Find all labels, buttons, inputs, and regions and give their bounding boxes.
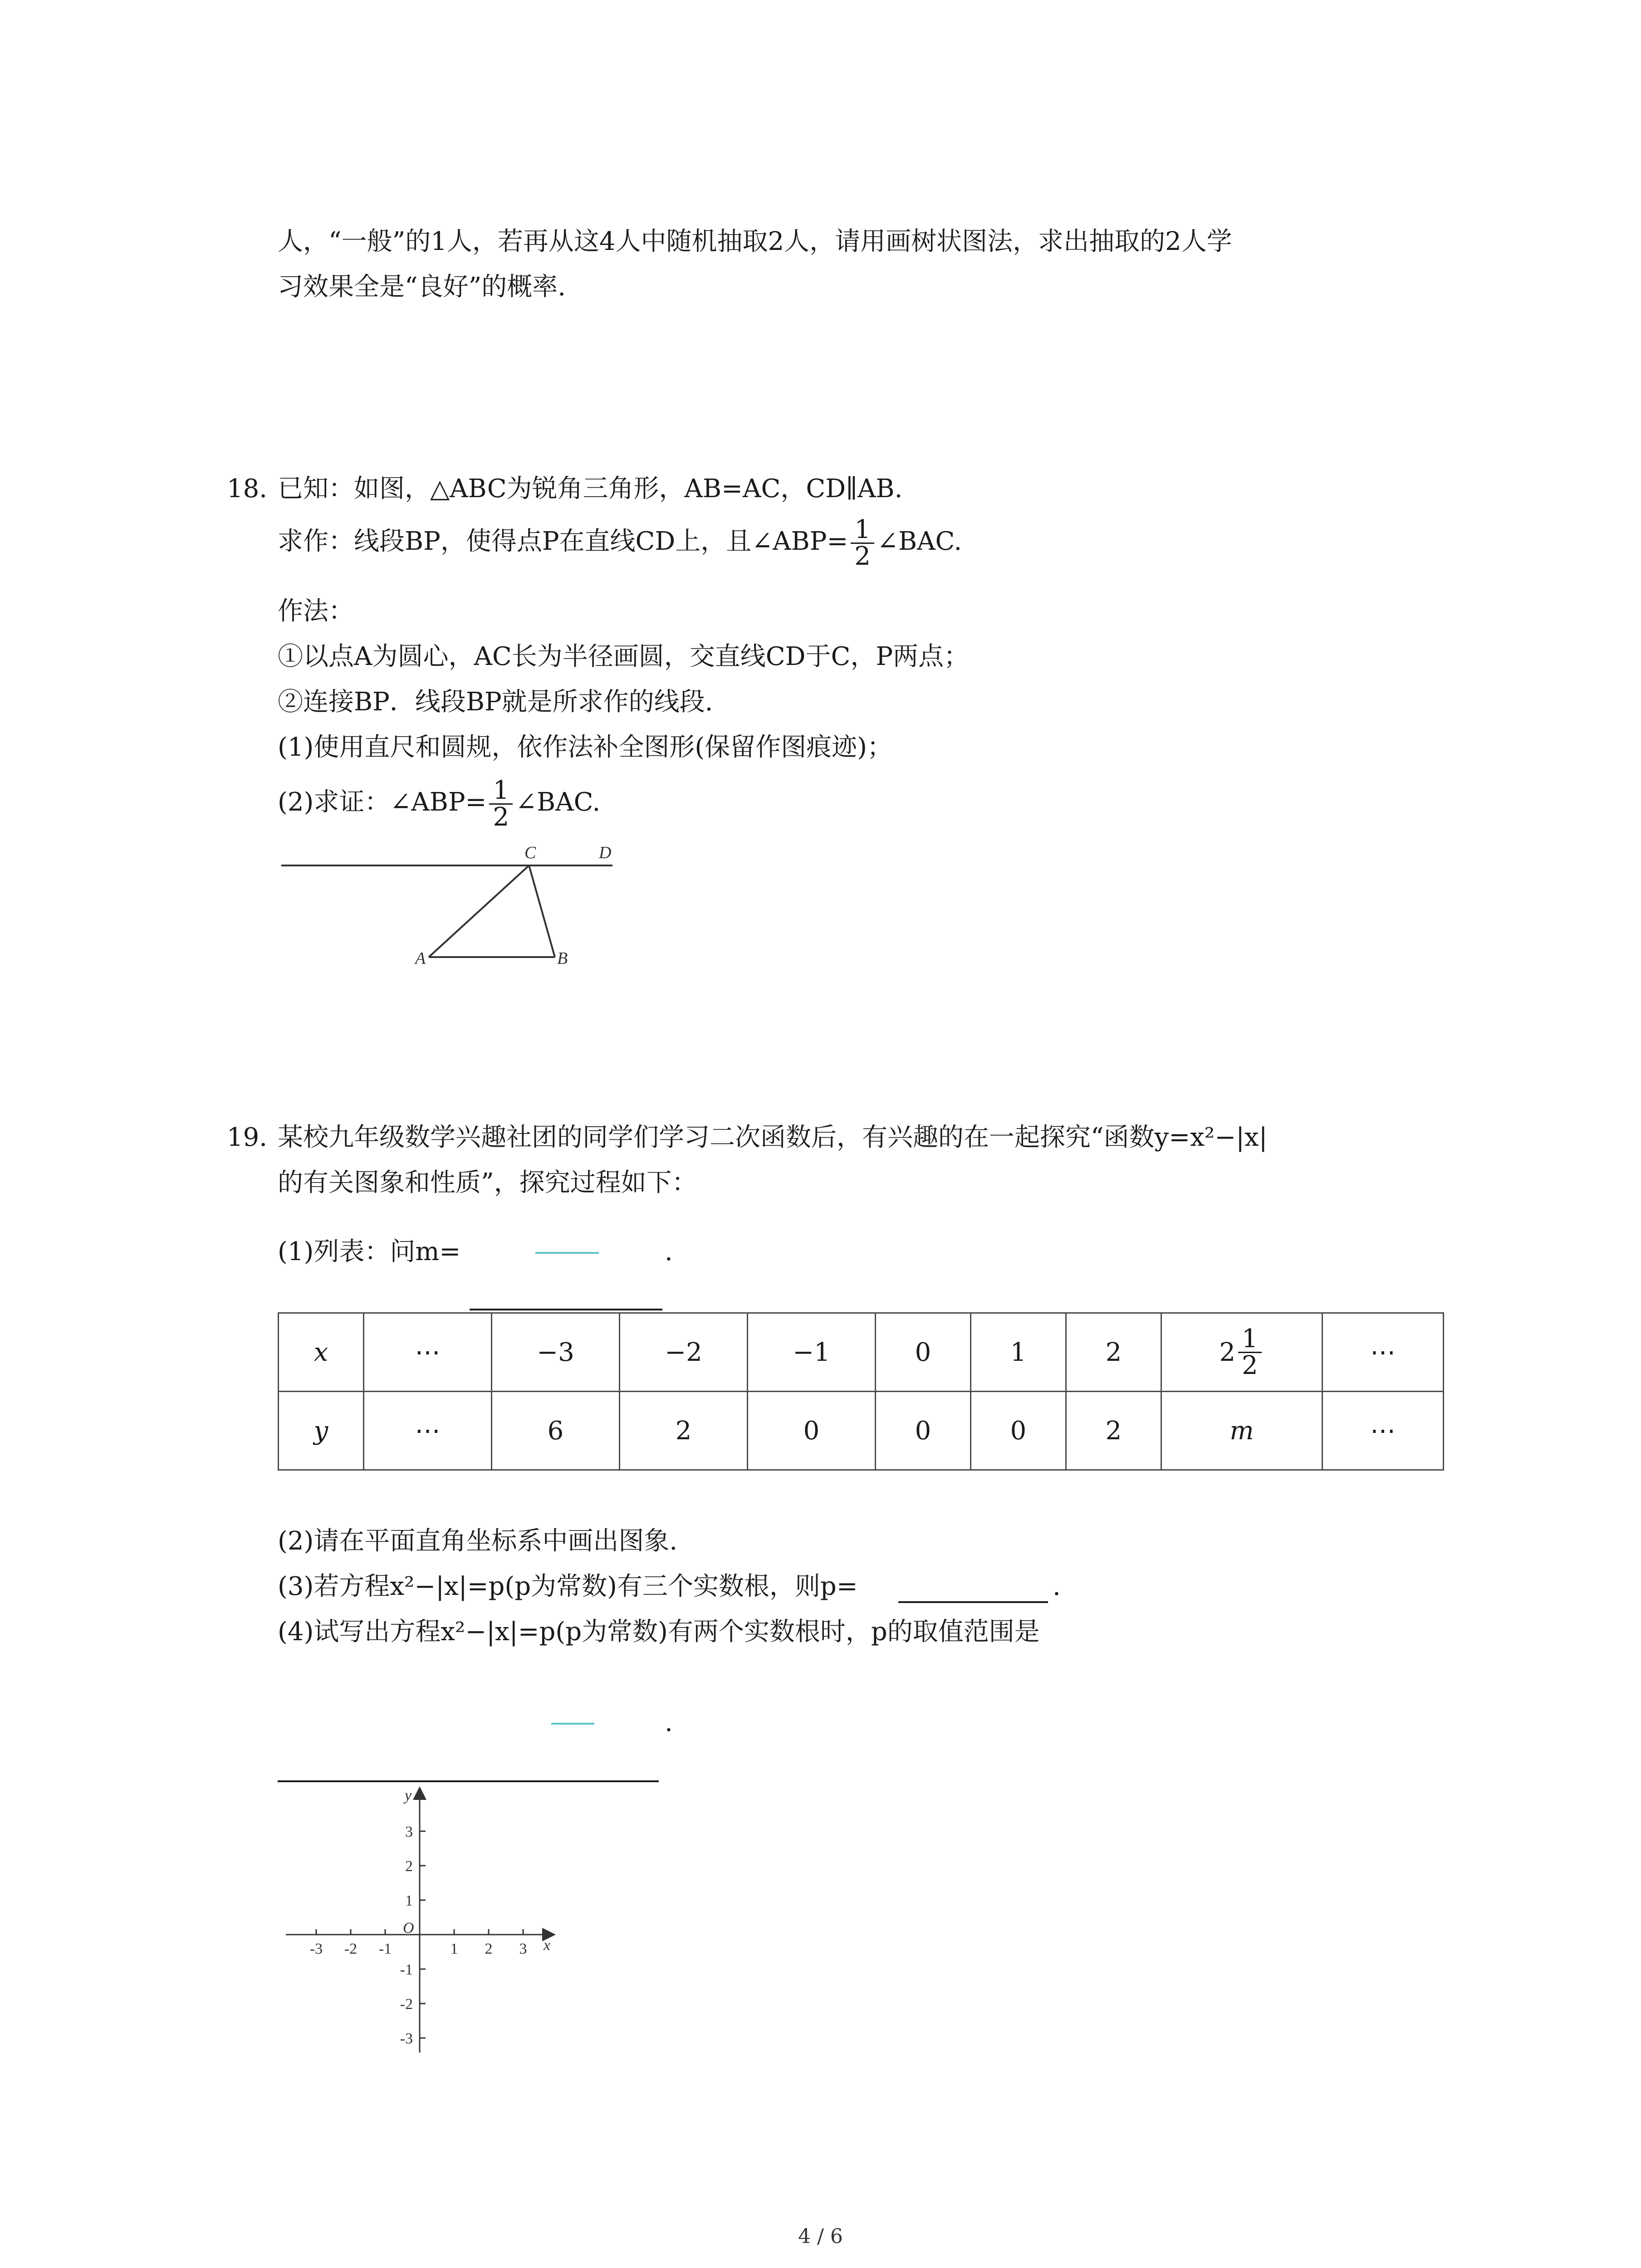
q19-intro-line1: 某校九年级数学兴趣社团的同学们学习二次函数后，有兴趣的在一起探究“函数y=x²−|x| <box>278 1123 1268 1152</box>
table-cell: 0 <box>876 1392 971 1470</box>
table-row-x <box>279 1313 1444 1392</box>
q18-step1: ①以点A为圆心，AC长为半径画圆，交直线CD于C，P两点； <box>278 642 970 671</box>
q19-part4-end: . <box>665 1708 673 1737</box>
q19-part4-answer-mark <box>551 1723 594 1725</box>
table-cell: 2 <box>1066 1313 1161 1392</box>
label-c: C <box>524 843 536 862</box>
side-cb <box>529 865 555 957</box>
q19-part4: (4)试写出方程x²−|x|=p(p为常数)有两个实数根时，p的取值范围是 <box>278 1617 1040 1647</box>
y-axis-label: y <box>405 1787 412 1804</box>
x-tick-label: 3 <box>519 1941 527 1957</box>
q18-task-post: ∠BAC. <box>877 527 962 556</box>
table-cell: ⋯ <box>1323 1313 1444 1392</box>
q19-coordinate-axes <box>281 1785 563 2057</box>
label-d: D <box>599 843 612 862</box>
q19-part3-end: . <box>1053 1572 1061 1601</box>
q18-given: 已知：如图，△ABC为锐角三角形，AB=AC，CD∥AB. <box>278 474 903 503</box>
row-label-x: x <box>279 1313 364 1392</box>
table-row-y <box>279 1392 1444 1470</box>
q19-part3: (3)若方程x²−|x|=p(p为常数)有三个实数根，则p= <box>278 1572 858 1601</box>
q19-part1-end: . <box>665 1237 673 1266</box>
q19-intro-line2: 的有关图象和性质”，探究过程如下： <box>278 1168 697 1198</box>
q18-part2-fraction: $\frac{1}{2}$ <box>489 778 513 830</box>
q18-task-fraction: $\frac{1}{2}$ <box>851 517 874 569</box>
page-number: 4 / 6 <box>798 2225 843 2248</box>
table-cell: 2 <box>620 1392 748 1470</box>
table-cell-mixed-fraction: 2 $\frac{1}{2}$ <box>1161 1313 1323 1392</box>
q18-part2 <box>278 778 600 830</box>
table-cell: −2 <box>620 1313 748 1392</box>
table-cell: 1 <box>971 1313 1066 1392</box>
q18-number: 18. <box>227 474 268 503</box>
q19-part3-answer-blank[interactable] <box>898 1601 1048 1603</box>
table-cell: ⋯ <box>364 1313 492 1392</box>
q19-value-table <box>278 1312 1444 1471</box>
q19-number: 19. <box>227 1123 268 1152</box>
y-tick-label: -1 <box>400 1961 413 1978</box>
table-cell: 0 <box>748 1392 876 1470</box>
q18-part2-pre: (2)求证：∠ABP= <box>278 787 487 817</box>
y-tick-label: 2 <box>405 1858 413 1875</box>
label-a: A <box>415 949 426 968</box>
q19-part4-answer-blank[interactable] <box>278 1780 659 1782</box>
table-cell: 0 <box>876 1313 971 1392</box>
q18-triangle-figure <box>272 835 626 975</box>
q18-part1: (1)使用直尺和圆规，依作法补全图形(保留作图痕迹)； <box>278 733 893 762</box>
table-cell: ⋯ <box>1323 1392 1444 1470</box>
table-cell: −3 <box>492 1313 620 1392</box>
label-b: B <box>557 949 568 968</box>
x-axis-label: x <box>544 1937 551 1954</box>
x-tick-label: -1 <box>378 1941 392 1957</box>
row-label-y: y <box>279 1392 364 1470</box>
y-tick-label: 3 <box>405 1823 413 1840</box>
table-cell: m <box>1161 1392 1323 1470</box>
q17-text-line1: 人，“一般”的1人，若再从这4人中随机抽取2人，请用画树状图法，求出抽取的2人学 <box>278 227 1232 256</box>
table-cell: ⋯ <box>364 1392 492 1470</box>
q19-part2: (2)请在平面直角坐标系中画出图象. <box>278 1526 678 1556</box>
x-tick-label: -2 <box>344 1941 358 1957</box>
y-tick-label: -2 <box>400 1996 413 2013</box>
table-cell: −1 <box>748 1313 876 1392</box>
q18-method-title: 作法： <box>278 596 354 626</box>
x-tick-label: -3 <box>309 1941 323 1957</box>
q18-part2-post: ∠BAC. <box>515 787 601 817</box>
q19-part1-answer-mark <box>535 1252 599 1254</box>
side-ac <box>429 865 529 957</box>
y-tick-label: 1 <box>405 1892 413 1909</box>
y-tick-label: -3 <box>400 2030 413 2047</box>
table-cell: 6 <box>492 1392 620 1470</box>
origin-label: O <box>403 1920 414 1936</box>
q18-task-pre: 求作：线段BP，使得点P在直线CD上，且∠ABP= <box>278 527 848 556</box>
q19-part1-answer-blank[interactable] <box>470 1309 662 1310</box>
x-tick-label: 1 <box>450 1941 458 1957</box>
q18-task <box>278 517 962 569</box>
q17-text-line2: 习效果全是“良好”的概率. <box>278 272 566 302</box>
q18-step2: ②连接BP．线段BP就是所求作的线段. <box>278 687 713 717</box>
x-tick-label: 2 <box>485 1941 493 1957</box>
table-cell: 0 <box>971 1392 1066 1470</box>
q19-part1: (1)列表：问m= <box>278 1237 461 1266</box>
table-cell: 2 <box>1066 1392 1161 1470</box>
